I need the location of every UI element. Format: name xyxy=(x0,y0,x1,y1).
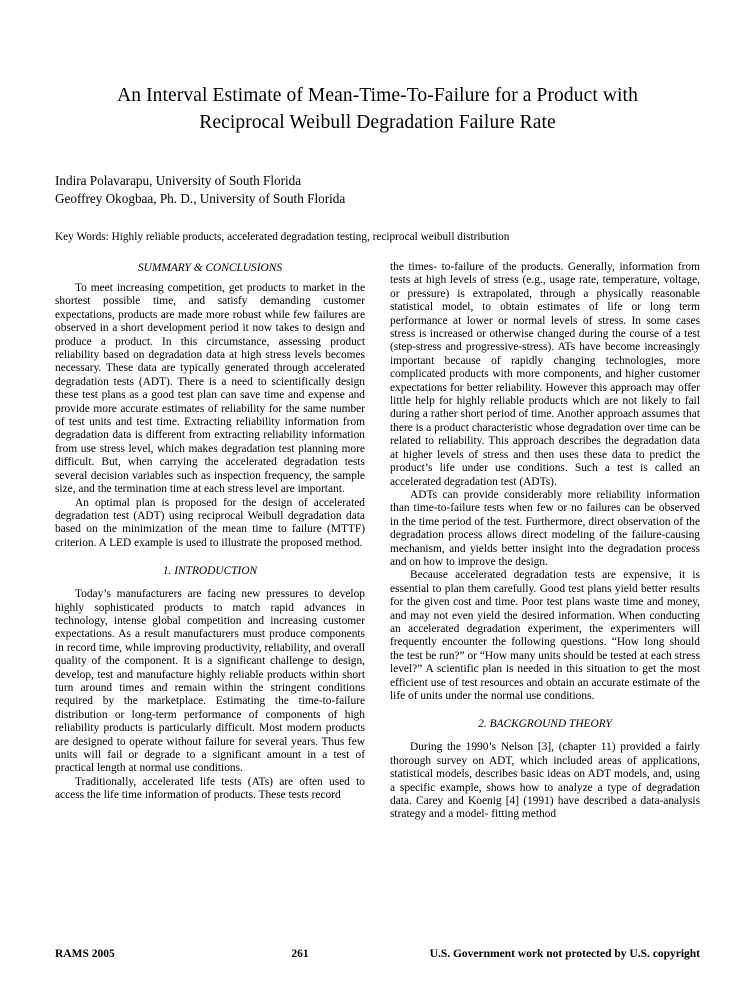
footer-copyright: U.S. Government work not protected by U.S. copyright xyxy=(429,948,700,960)
title-line-1: An Interval Estimate of Mean-Time-To-Failure for a Product with xyxy=(117,85,638,106)
heading-introduction: 1. INTRODUCTION xyxy=(162,565,258,578)
right-column xyxy=(390,261,700,822)
two-column-body xyxy=(55,261,700,822)
paper-content xyxy=(55,82,700,822)
page-footer xyxy=(55,948,700,960)
paragraph: An optimal plan is proposed for the design of accelerated degradation test (ADT) using reciprocal Weibull degradation data based on the minimization of the mean time to failure (MTTF) criterion. A LED example is used to illustrate the proposed method. xyxy=(55,496,365,549)
footer-conference: RAMS 2005 xyxy=(55,948,115,960)
author-1: Indira Polavarapu, University of South Florida xyxy=(55,173,302,188)
paragraph: During the 1990’s Nelson [3], (chapter 11) provided a fairly thorough survey on ADT, which included areas of applications, statistical models, describes basic ideas on ADT models, and, using a specific example, shows how to analyze a type of degradation data. Carey and Koenig [4] (1991) have described a data-analysis strategy and a model- fitting method xyxy=(390,741,700,821)
left-column xyxy=(55,261,365,822)
author-2: Geoffrey Okogbaa, Ph. D., University of South Florida xyxy=(55,190,346,206)
title-line-2: Reciprocal Weibull Degradation Failure Rate xyxy=(199,112,556,133)
paragraph: Today’s manufacturers are facing new pressures to develop highly sophisticated products to match rapid advances in technology, intense global competition and increasing customer expectations. As a result manufacturers must produce components in record time, while improving productivity, reliability, and overall quality of the component. It is a significant challenge to design, develop, test and manufacture highly reliable products within short turn around times and remain within the stringent conditions required by the marketplace. Estimating the time-to-failure distribution or long-term performance of components of high reliability products is particularly difficult. Most modern products are designed to operate without failure for several years. Thus few units will fail or degrade to a significant amount in a test of practical length at normal use conditions. xyxy=(55,588,365,775)
paragraph: Traditionally, accelerated life tests (ATs) are often used to access the life time information of products. These tests record xyxy=(55,775,365,802)
paragraph: Because accelerated degradation tests are expensive, it is essential to plan them carefully. Good test plans yield better results for the given cost and time. Poor test plans waste time and money, and may not even yield the desired information. When conducting an accelerated degradation experiment, the experimenters will frequently encounter the following questions. “How long should the test be run?” or “How many units should be tested at each stress level?” A scientific plan is needed in this situation to get the most efficient use of test resources and obtain an accurate estimate of the life of units under the normal use conditions. xyxy=(390,569,700,702)
paragraph: the times- to-failure of the products. Generally, information from tests at high levels of stress (e.g., usage rate, temperature, voltage, or pressure) is extrapolated, through a physically reasonable statistical model, to obtain estimates of life or long term performance at lower or normal levels of stress. In some cases stress is increased or otherwise changed during the course of a test (step-stress and progressive-stress). ATs have become increasingly important because of rapidly changing technologies, more complicated products with more components, and higher customer expectations for better reliability. However this approach may offer little help for highly reliable products which are not likely to fail during a rather short period of time. Another approach assumes that there is a product characteristic whose degradation over time can be related to reliability. This approach describes the degradation data at higher levels of stress and then uses these data to predict the product’s life under use conditions. Such a test is called an accelerated degradation test (ADTs). xyxy=(390,261,700,488)
heading-summary-conclusions: SUMMARY & CONCLUSIONS xyxy=(137,262,283,274)
keywords-line: Key Words: Highly reliable products, accelerated degradation testing, reciprocal weibull distribution xyxy=(55,231,510,243)
heading-background-theory: 2. BACKGROUND THEORY xyxy=(478,718,612,731)
author-list xyxy=(55,172,700,207)
footer-page-number: 261 xyxy=(291,948,309,960)
page-title xyxy=(55,82,700,136)
paragraph: ADTs can provide considerably more reliability information than time-to-failure tests when few or no failures can be observed in the time period of the test. Furthermore, direct observation of the degradation process allows direct modeling of the failure-causing mechanism, and yields better insight into the degradation process and on how to improve the design. xyxy=(390,488,700,568)
paragraph: To meet increasing competition, get products to market in the shortest possible time, and satisfy demanding customer expectations, products are made more robust while few failures are observed in a short development period it now takes to design and produce a product. In this circumstance, assessing product reliability based on degradation data at high stress levels becomes necessary. These data are typically generated through accelerated degradation tests (ADT). There is a need to scientifically design these test plans as a good test plan can save time and expense and provide more accurate estimates of reliability for the same number of test units and test time. Extracting reliability information from degradation data is different from extracting reliability information from use stress level, which makes degradation test planning more difficult. But, when carrying the accelerated degradation tests several decision variables such as inspection frequency, the sample size, and the termination time at each stress level are important. xyxy=(55,282,365,496)
